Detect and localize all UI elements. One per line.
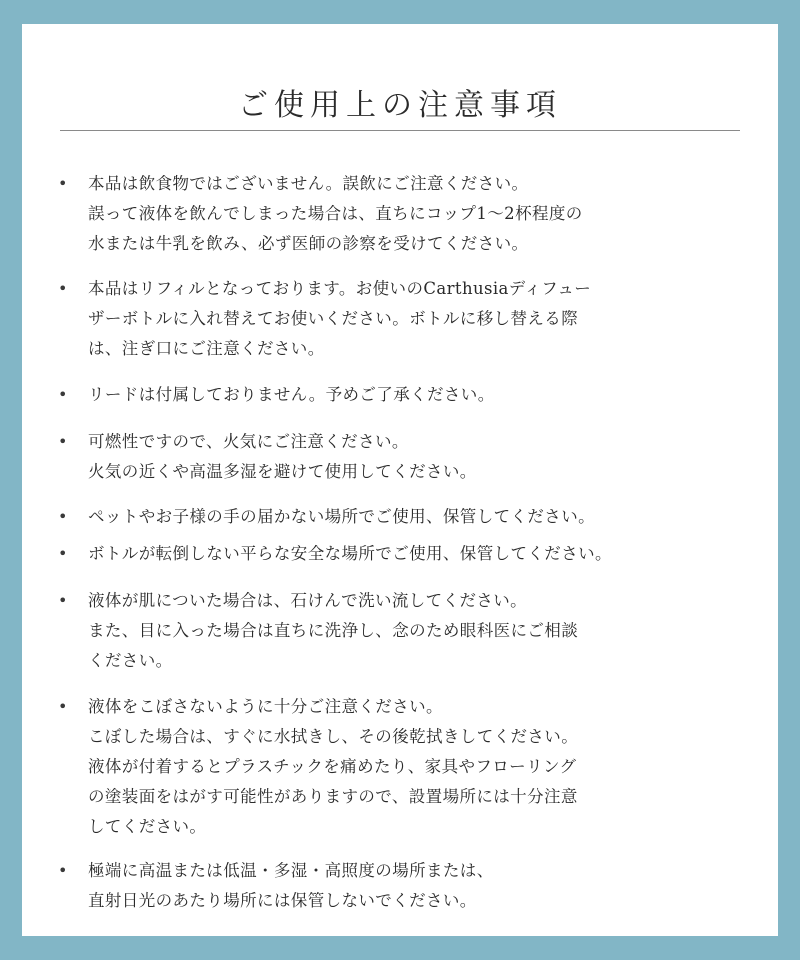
bullet-icon: • <box>58 432 68 451</box>
bullet-icon: • <box>58 697 68 716</box>
bullet-icon: • <box>58 591 68 610</box>
notice-text <box>88 274 748 364</box>
notice-card <box>22 24 778 936</box>
page-title: ご使用上の注意事項 <box>238 88 562 123</box>
bullet-icon: • <box>58 279 68 298</box>
notice-text <box>88 586 748 676</box>
notice-text <box>88 380 748 410</box>
notice-line: こぼした場合は、すぐに水拭きし、その後乾拭きしてください。 <box>88 727 579 746</box>
bullet-icon: • <box>58 385 68 404</box>
title-divider <box>60 130 740 131</box>
bullet-icon: • <box>58 507 68 526</box>
notice-line: ザーボトルに入れ替えてお使いください。ボトルに移し替える際 <box>88 309 579 328</box>
notice-line: 直射日光のあたり場所には保管しないでください。 <box>88 891 477 910</box>
notice-line: 液体が肌についた場合は、石けんで洗い流してください。 <box>88 591 528 610</box>
notice-text <box>88 856 748 916</box>
notice-text <box>88 502 748 532</box>
notice-line: ペットやお子様の手の届かない場所でご使用、保管してください。 <box>88 507 595 526</box>
bullet-icon: • <box>58 174 68 193</box>
notice-line: ボトルが転倒しない平らな安全な場所でご使用、保管してください。 <box>88 544 612 563</box>
notice-line: 液体をこぼさないように十分ご注意ください。 <box>88 697 443 716</box>
notice-text <box>88 169 748 259</box>
notice-line: 本品は飲食物ではございません。誤飲にご注意ください。 <box>88 174 529 193</box>
notice-line: リードは付属しておりません。予めご了承ください。 <box>88 385 495 404</box>
bullet-icon: • <box>58 861 68 880</box>
notice-text <box>88 539 748 569</box>
notice-line: してください。 <box>88 817 207 836</box>
notice-line: の塗装面をはがす可能性がありますので、設置場所には十分注意 <box>88 787 578 806</box>
notice-line: 誤って液体を飲んでしまった場合は、直ちにコップ1〜2杯程度の <box>88 204 583 223</box>
notice-line: 水または牛乳を飲み、必ず医師の診察を受けてください。 <box>88 234 529 253</box>
notice-line: ください。 <box>88 651 173 670</box>
notice-line: また、目に入った場合は直ちに洗浄し、念のため眼科医にご相談 <box>88 621 579 640</box>
notice-line: 極端に高温または低温・多湿・高照度の場所または、 <box>88 861 494 880</box>
notice-line: 本品はリフィルとなっております。お使いのCarthusiaディフュー <box>88 279 592 298</box>
notice-text <box>88 427 748 487</box>
notice-line: 液体が付着するとプラスチックを痛めたり、家具やフローリング <box>88 757 577 776</box>
notice-line: は、注ぎ口にご注意ください。 <box>88 339 325 358</box>
notice-line: 火気の近くや高温多湿を避けて使用してください。 <box>88 462 477 481</box>
notice-line: 可燃性ですので、火気にご注意ください。 <box>88 432 409 451</box>
notice-text <box>88 692 748 842</box>
bullet-icon: • <box>58 544 68 563</box>
